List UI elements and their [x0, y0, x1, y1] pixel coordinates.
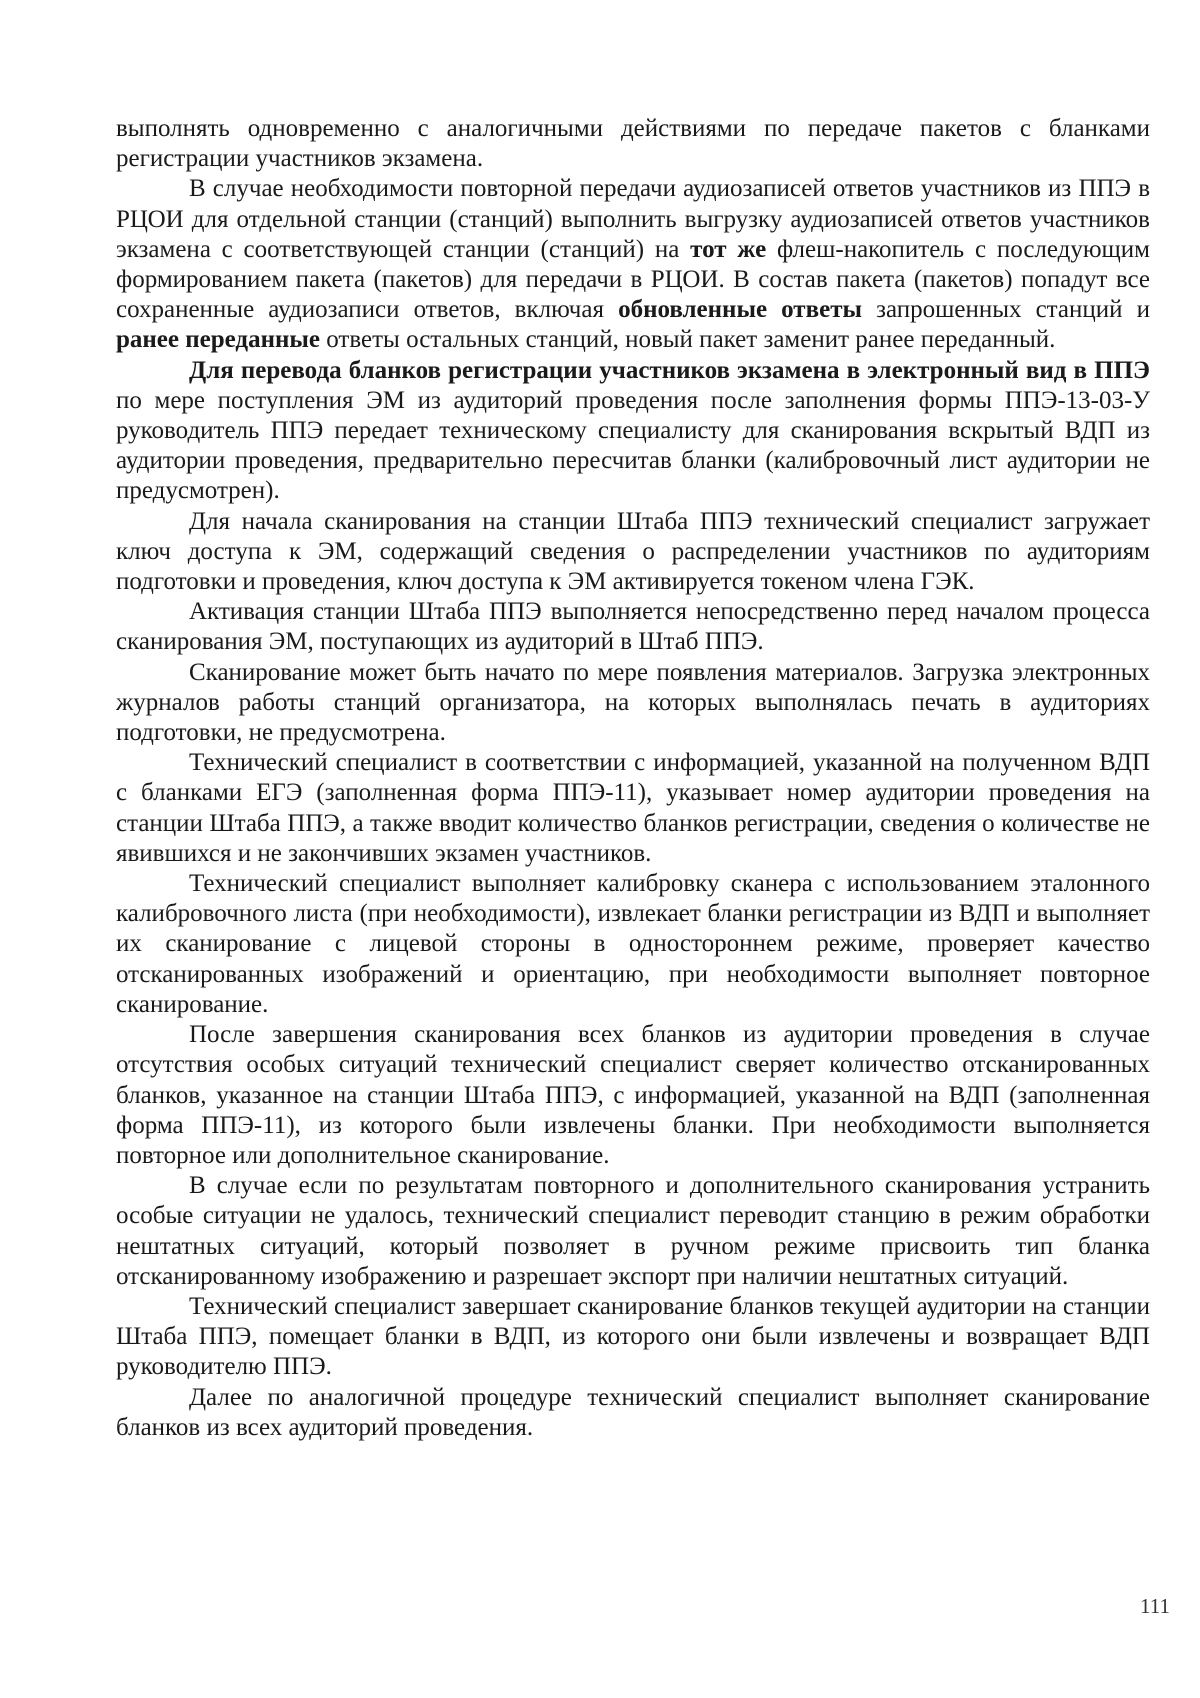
text-run: Технический специалист в соответствии с информацией, указанной на полученном ВДП с бланками ЕГЭ (заполненная форма ППЭ-11), указывает номер аудитории проведения на станции Штаба ППЭ, а также вводит количество бланков регистрации, сведения о количестве не явившихся и не закончивших экзамен участников. — [116, 749, 1150, 867]
bold-text-run: ранее переданные — [116, 326, 320, 354]
bold-text-run: тот же — [690, 235, 767, 263]
text-run: запрошенных станций и — [862, 296, 1150, 324]
paragraph — [116, 1292, 1150, 1383]
text-run: После завершения сканирования всех бланков из аудитории проведения в случае отсутствия особых ситуаций технический специалист сверяет количество отсканированных бланков, указанное на станции Штаба ППЭ, с информацией, указанной на ВДП (заполненная форма ППЭ-11), из которого были извлечены бланки. При необходимости выполняется повторное или дополнительное сканирование. — [116, 1021, 1150, 1169]
text-run: В случае если по результатам повторного и дополнительного сканирования устранить особые ситуации не удалось, технический специалист переводит станцию в режим обработки нештатных ситуаций, который позволяет в ручном режиме присвоить тип бланка отсканированному изображению и разрешает экспорт при наличии нештатных ситуаций. — [116, 1172, 1150, 1290]
page-number: 111 — [1140, 1594, 1170, 1618]
text-run: Активация станции Штаба ППЭ выполняется непосредственно перед началом процесса сканирования ЭМ, поступающих из аудиторий в Штаб ППЭ. — [116, 598, 1150, 656]
paragraph — [116, 748, 1150, 869]
text-run: Далее по аналогичной процедуре технический специалист выполняет сканирование бланков из всех аудиторий проведения. — [116, 1383, 1150, 1441]
paragraph — [116, 1171, 1150, 1292]
text-run: Сканирование может быть начато по мере появления материалов. Загрузка электронных журналов работы станций организатора, на которых выполнялась печать в аудиториях подготовки, не предусмотрена. — [116, 658, 1150, 747]
text-run: Для начала сканирования на станции Штаба ППЭ технический специалист загружает ключ доступа к ЭМ, содержащий сведения о распределении участников по аудиториям подготовки и проведения, ключ доступа к ЭМ активируется токеном члена ГЭК. — [116, 507, 1150, 596]
text-run: В случае необходимости повторной передачи аудиозаписей ответов участников из ППЭ в РЦОИ для отдельной станции (станций) выполнить выгрузку аудиозаписей ответов участников экзамена с соответствующей станции (станций) на — [116, 175, 1150, 263]
paragraph — [116, 507, 1150, 598]
paragraph — [116, 658, 1150, 749]
text-run: по мере поступления ЭМ из аудиторий проведения после заполнения формы ППЭ-13-03-У руководитель ППЭ передает техническому специалисту для сканирования вскрытый ВДП из аудитории проведения, предварительно пересчитав бланки (калибровочный лист аудитории не предусмотрен). — [116, 386, 1150, 505]
text-run: Технический специалист завершает сканирование бланков текущей аудитории на станции Штаба ППЭ, помещает бланки в ВДП, из которого они были извлечены и возвращает ВДП руководителю ППЭ. — [116, 1292, 1150, 1381]
paragraph — [116, 174, 1150, 355]
bold-text-run: Для перевода бланков регистрации участников экзамена в электронный вид в ППЭ — [189, 356, 1150, 384]
paragraph — [116, 597, 1150, 657]
document-body — [116, 114, 1150, 1443]
paragraph — [116, 356, 1150, 507]
text-run: флеш-накопитель с последующим формированием пакета (пакетов) для передачи в РЦОИ. В состав пакета (пакетов) попадут все сохраненные аудиозаписи ответов, включая — [116, 235, 1151, 324]
paragraph — [116, 869, 1150, 1020]
text-run: ответы остальных станций, новый пакет заменит ранее переданный. — [320, 326, 1056, 354]
paragraph — [116, 1020, 1150, 1171]
bold-text-run: обновленные ответы — [618, 296, 862, 324]
paragraph — [116, 114, 1150, 174]
paragraph — [116, 1383, 1150, 1443]
text-run: выполнять одновременно с аналогичными действиями по передаче пакетов с бланками регистрации участников экзамена. — [116, 115, 1150, 173]
text-run: Технический специалист выполняет калибровку сканера с использованием эталонного калибровочного листа (при необходимости), извлекает бланки регистрации из ВДП и выполняет их сканирование с лицевой стороны в одностороннем режиме, проверяет качество отсканированных изображений и ориентацию, при необходимости выполняет повторное сканирование. — [116, 870, 1150, 1018]
